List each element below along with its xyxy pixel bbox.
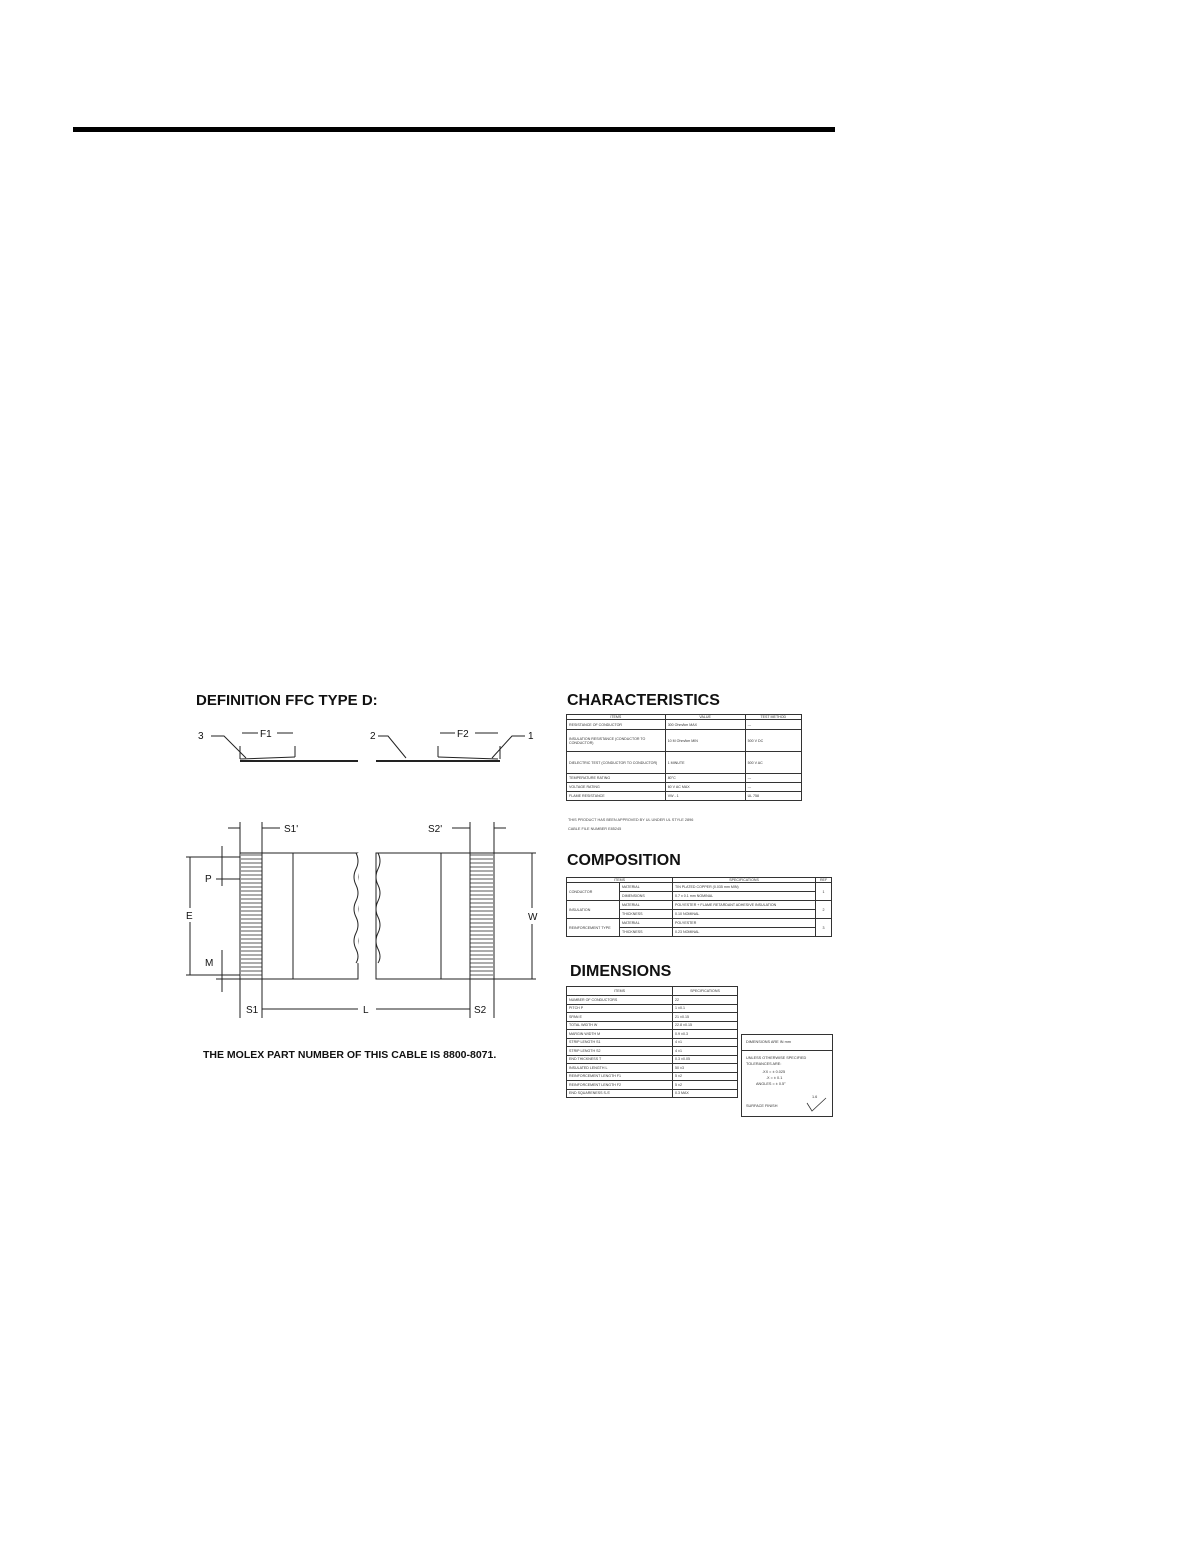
- dimensions-table: [566, 986, 738, 1098]
- tolerance-header: [742, 1035, 832, 1051]
- table-cell: STRIP LENGTH S2: [567, 1047, 673, 1056]
- s1-label: S1: [246, 1005, 259, 1016]
- tolerance-angles: ANGLES = ± 0.5°: [756, 1082, 786, 1086]
- table-cell: INSULATION RESISTANCE (CONDUCTOR TO CONDUCTOR): [567, 730, 666, 752]
- table-cell: 0.10 NOMINAL: [673, 910, 816, 919]
- s1-prime-label: S1': [284, 824, 299, 835]
- table-cell: VOLTAGE RATING: [567, 783, 666, 792]
- table-cell: 22.8 ±0.15: [673, 1021, 738, 1030]
- p-label: P: [205, 874, 212, 885]
- f2-label: F2: [457, 729, 469, 740]
- conductor-hatch-left: [241, 855, 262, 975]
- table-cell: THICKNESS: [620, 928, 673, 937]
- s2-prime-label: S2': [428, 824, 443, 835]
- tolerance-line-1: UNLESS OTHERWISE SPECIFIED: [746, 1056, 807, 1060]
- table-cell: MARGIN WIDTH M: [567, 1030, 673, 1039]
- table-cell: 22: [673, 996, 738, 1005]
- comp-header-items: ITEMS: [567, 878, 673, 883]
- cable-top-left: [240, 853, 358, 979]
- table-cell: REINFORCEMENT LENGTH F1: [567, 1072, 673, 1081]
- part-number-note: THE MOLEX PART NUMBER OF THIS CABLE IS 8800-8071.: [203, 1049, 497, 1061]
- table-cell: POLYESTER + FLAME RETARDANT ADHESIVE INSULATION: [673, 901, 816, 910]
- e-label: E: [186, 911, 193, 922]
- dimensions-title: DIMENSIONS: [570, 963, 672, 980]
- callout-1-leader: [492, 736, 525, 758]
- table-row: [567, 996, 738, 1005]
- table-cell: 2: [816, 901, 832, 919]
- table-cell: TIN PLATED COPPER (0.035 mm MIN): [673, 883, 816, 892]
- char-header-items: ITEMS: [567, 715, 666, 720]
- table-cell: 0.23 NOMINAL: [673, 928, 816, 937]
- table-row: [567, 1021, 738, 1030]
- table-cell: 0.3 ±0.05: [673, 1055, 738, 1064]
- table-cell: STRIP LENGTH S1: [567, 1038, 673, 1047]
- table-cell: END THICKNESS T: [567, 1055, 673, 1064]
- table-cell: DIELECTRIC TEST (CONDUCTOR TO CONDUCTOR): [567, 752, 666, 774]
- table-cell: 21 ±0.15: [673, 1013, 738, 1022]
- table-cell: UL 758: [745, 792, 801, 801]
- ul-approval-note: THIS PRODUCT HAS BEEN APPROVED BY UL UNDER UL STYLE 2896: [568, 818, 694, 822]
- table-cell: ---: [745, 783, 801, 792]
- table-cell: TEMPERATURE RATING: [567, 774, 666, 783]
- table-cell: 4 ±1: [673, 1038, 738, 1047]
- table-cell: 1 MINUTE: [665, 752, 745, 774]
- header-rule: [73, 127, 835, 132]
- table-cell: MATERIAL: [620, 901, 673, 910]
- table-cell: MATERIAL: [620, 883, 673, 892]
- table-cell: REINFORCEMENT LENGTH F2: [567, 1081, 673, 1090]
- break-line-right: [376, 853, 380, 963]
- char-header-test: TEST METHOD: [745, 715, 801, 720]
- table-cell: MATERIAL: [620, 919, 673, 928]
- surface-finish-value: 1.6: [812, 1095, 818, 1099]
- table-row: [567, 1047, 738, 1056]
- definition-title: DEFINITION FFC TYPE D:: [196, 692, 378, 709]
- tolerance-x: .X = ± 0.1: [766, 1076, 783, 1080]
- table-cell: 0.7 x 0.1 mm NOMINAL: [673, 892, 816, 901]
- cable-file-note: CABLE FILE NUMBER E85245: [568, 827, 622, 831]
- ffc-drawing: [180, 722, 560, 1032]
- table-cell: THICKNESS: [620, 910, 673, 919]
- table-row: [567, 1064, 738, 1073]
- table-cell: INSULATION: [567, 901, 620, 919]
- table-cell: VW - 1: [665, 792, 745, 801]
- callout-3-leader: [211, 736, 246, 758]
- table-row: [567, 1030, 738, 1039]
- callout-2-label: 2: [370, 731, 376, 742]
- table-cell: 1 ±0.1: [673, 1004, 738, 1013]
- table-row: [567, 1089, 738, 1098]
- table-cell: 10 M Ohm/km MIN: [665, 730, 745, 752]
- composition-title: COMPOSITION: [567, 852, 681, 869]
- reinforcement-left: [240, 757, 295, 759]
- surface-finish-label: SURFACE FINISH: [746, 1104, 778, 1108]
- char-header-value: VALUE: [665, 715, 745, 720]
- tolerance-line-2: TOLERANCES ARE:: [746, 1062, 782, 1066]
- characteristics-table: [566, 714, 802, 801]
- w-label: W: [528, 912, 538, 923]
- table-row: [567, 1013, 738, 1022]
- break-mask-left: [356, 853, 360, 963]
- reinforcement-right: [438, 757, 498, 759]
- table-cell: 3: [816, 919, 832, 937]
- f1-label: F1: [260, 729, 272, 740]
- table-row: [567, 1072, 738, 1081]
- characteristics-title: CHARACTERISTICS: [567, 692, 720, 709]
- l-label: L: [363, 1005, 369, 1016]
- table-cell: 500 V DC: [745, 730, 801, 752]
- callout-3-label: 3: [198, 731, 204, 742]
- table-cell: TOTAL WIDTH W: [567, 1021, 673, 1030]
- conductor-hatch-right: [470, 855, 493, 975]
- table-cell: 60 V AC MAX: [665, 783, 745, 792]
- table-cell: 0.9 ±0.3: [673, 1030, 738, 1039]
- table-cell: 0.3 MAX: [673, 1089, 738, 1098]
- table-cell: 80°C: [665, 774, 745, 783]
- table-cell: 50 ±3: [673, 1064, 738, 1073]
- table-cell: SPAN E: [567, 1013, 673, 1022]
- table-cell: INSULATED LENGTH L: [567, 1064, 673, 1073]
- table-cell: POLYESTER: [673, 919, 816, 928]
- composition-table: [566, 877, 832, 937]
- callout-2-leader: [378, 736, 406, 758]
- table-cell: CONDUCTOR: [567, 883, 620, 901]
- table-cell: ---: [745, 720, 801, 730]
- table-cell: PITCH P: [567, 1004, 673, 1013]
- tolerance-xx: .XX = ± 0.025: [762, 1070, 786, 1074]
- table-cell: 4 ±1: [673, 1047, 738, 1056]
- callout-1-label: 1: [528, 731, 534, 742]
- table-cell: 5 ±2: [673, 1072, 738, 1081]
- comp-header-ref: REF: [816, 878, 832, 883]
- dim-header-items: ITEMS: [567, 987, 673, 996]
- table-cell: REINFORCEMENT TYPE: [567, 919, 620, 937]
- table-cell: FLAME RESISTANCE: [567, 792, 666, 801]
- m-label: M: [205, 958, 214, 969]
- surface-finish-icon: [806, 1097, 828, 1113]
- table-cell: 500 V AC: [745, 752, 801, 774]
- units-note: DIMENSIONS ARE IN mm: [746, 1040, 791, 1044]
- table-cell: DIMENSIONS: [620, 892, 673, 901]
- table-cell: 5 ±2: [673, 1081, 738, 1090]
- table-cell: 300 Ohm/km MAX: [665, 720, 745, 730]
- table-cell: END SQUARENESS S-S': [567, 1089, 673, 1098]
- table-cell: 1: [816, 883, 832, 901]
- table-cell: NUMBER OF CONDUCTORS: [567, 996, 673, 1005]
- dim-header-spec: SPECIFICATIONS: [673, 987, 738, 996]
- table-cell: RESISTANCE OF CONDUCTOR: [567, 720, 666, 730]
- comp-header-spec: SPECIFICATIONS: [673, 878, 816, 883]
- tolerance-box: [741, 1034, 833, 1117]
- table-row: [567, 1081, 738, 1090]
- table-row: [567, 1055, 738, 1064]
- table-row: [567, 1038, 738, 1047]
- s2-label: S2: [474, 1005, 487, 1016]
- cable-top-right: [376, 853, 494, 979]
- table-row: [567, 1004, 738, 1013]
- table-cell: ---: [745, 774, 801, 783]
